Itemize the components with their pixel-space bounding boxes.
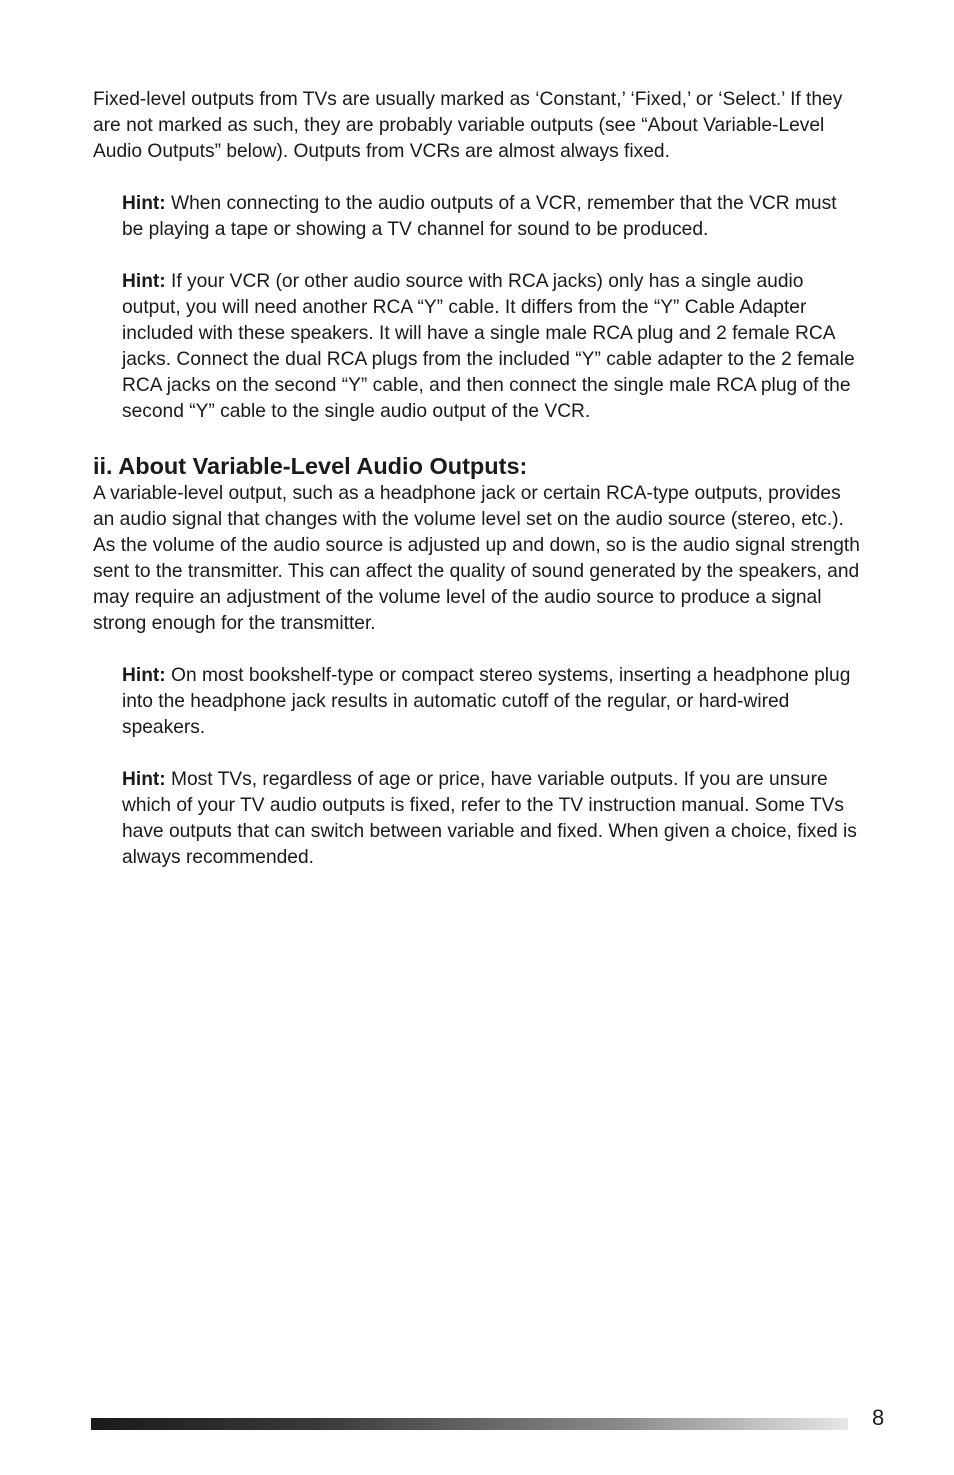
hint-single-output [122, 269, 863, 425]
intro-paragraph: Fixed-level outputs from TVs are usually marked as ‘Constant,’ ‘Fixed,’ or ‘Select.’ If they are not marked as such, they are probably variable outputs (see “About Variable-Level Audio Outputs” below). Outputs from VCRs are almost always fixed. [93, 89, 843, 162]
hint-label: Hint: [122, 271, 166, 292]
hint-text: On most bookshelf-type or compact stereo systems, inserting a headphone plug into the headphone jack results in automatic cutoff of the regular, or hard-wired speakers. [122, 665, 851, 738]
hint-text: If your VCR (or other audio source with RCA jacks) only has a single audio output, you will need another RCA “Y” cable. It differs from the “Y” Cable Adapter included with these speakers. It will have a single male RCA plug and 2 female RCA jacks. Connect the dual RCA plugs from the included “Y” cable adapter to the 2 female RCA jacks on the second “Y” cable, and then connect the single male RCA plug of the second “Y” cable to the single audio output of the VCR. [122, 271, 855, 422]
hint-headphone-cutoff [122, 663, 863, 741]
hint-label: Hint: [122, 769, 166, 790]
hint-text: When connecting to the audio outputs of a VCR, remember that the VCR must be playing a tape or showing a TV channel for sound to be produced. [122, 193, 837, 240]
hint-label: Hint: [122, 665, 166, 686]
section-heading: ii. About Variable-Level Audio Outputs: [93, 453, 528, 479]
page-content [93, 87, 863, 897]
section-body-paragraph: A variable-level output, such as a headphone jack or certain RCA-type outputs, provides an audio signal that changes with the volume level set on the audio source (stereo, etc.). As the volume of the audio source is adjusted up and down, so is the audio signal strength sent to the transmitter. This can affect the quality of sound generated by the speakers, and may require an adjustment of the volume level of the audio source to produce a signal strong enough for the transmitter. [93, 483, 860, 634]
hint-tv-variable [122, 767, 863, 871]
footer-gradient-bar [91, 1418, 848, 1430]
hint-text: Most TVs, regardless of age or price, have variable outputs. If you are unsure which of your TV audio outputs is fixed, refer to the TV instruction manual. Some TVs have outputs that can switch between variable and fixed. When given a choice, fixed is always recommended. [122, 769, 857, 868]
hint-vcr-playing [122, 191, 863, 243]
page-number: 8 [872, 1405, 885, 1430]
hint-label: Hint: [122, 193, 166, 214]
